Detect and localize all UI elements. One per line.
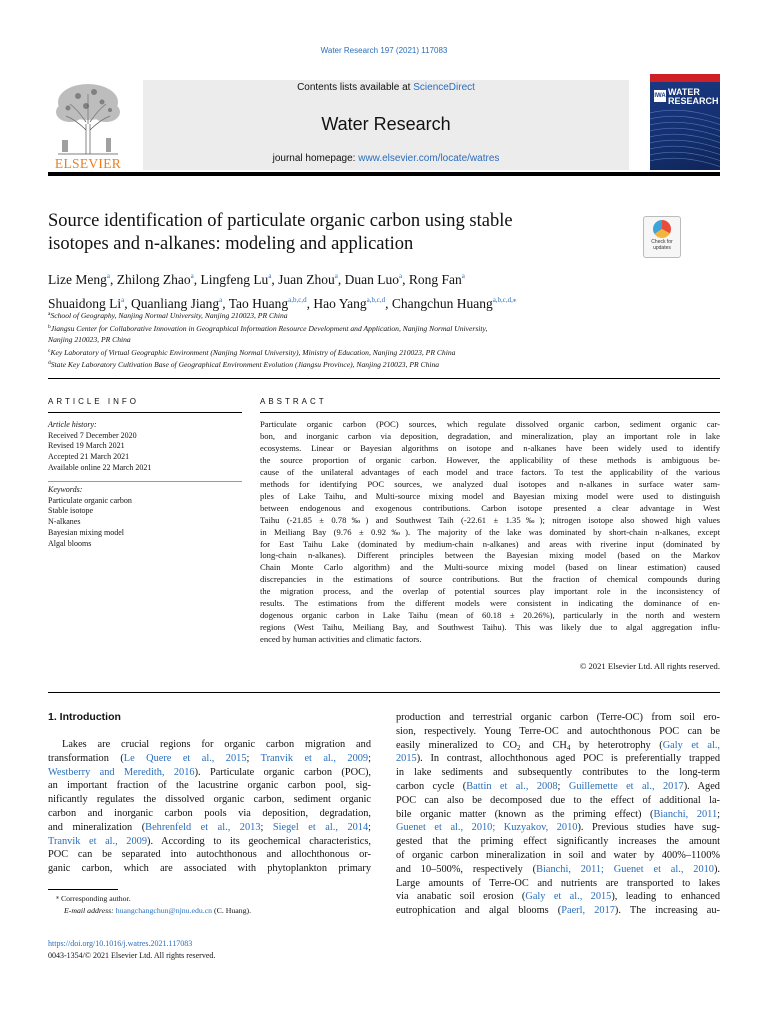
- body-text: ). According to its geochemical characteristics,: [147, 835, 371, 847]
- author-name[interactable]: Quanliang Jiang: [130, 296, 220, 311]
- masthead-rule: [48, 172, 720, 176]
- body-line: [396, 752, 720, 766]
- body-text: and mineralization (: [48, 821, 146, 833]
- body-text: carbon and inorganic carbon pools via deposition, degradation,: [48, 807, 371, 819]
- history-online: Available online 22 March 2021: [48, 462, 152, 472]
- sciencedirect-link[interactable]: ScienceDirect: [413, 82, 475, 93]
- author-affiliation-mark[interactable]: a: [461, 272, 465, 280]
- elsevier-logo[interactable]: [48, 80, 128, 172]
- crossmark-icon: [653, 220, 671, 238]
- author-affiliation-mark[interactable]: a,b,c,d: [366, 296, 386, 304]
- citation-link[interactable]: Behrenfeld et al., 2013: [145, 821, 261, 833]
- affiliation-text: Nanjing 210023, PR China: [48, 335, 131, 345]
- body-text: sion, respectively. Young Terre-OC and autochthonous POC can be: [396, 725, 720, 737]
- body-text: ;: [717, 808, 720, 820]
- author-list: Lize Meng$^a$, Zhilong Zhao$^a$, Lingfeng Lu$^a$, Juan Zhou$^a$, Duan Luo$^a$, Rong Fan$^a$ Shuaidong Li$^a$, Quanliang Jiang$^a$, Tao Huang$^{a,b,c,d}$, Hao Yang$^{a,b,c,d}$, Changchun Huang$^{a,b,c,d,⁎}$: [48, 272, 517, 311]
- article-title: [48, 210, 608, 256]
- body-text: ). In contrast, allochthonous aged POC is preferentially trapped: [416, 753, 720, 765]
- abstract-line: bon, and inorganic carbon via deposition, degradation, and mineralization, play an important role in lake: [260, 430, 720, 441]
- body-line: [48, 766, 371, 780]
- citation-link[interactable]: Guenet et al., 2010; Kuzyakov, 2010: [396, 822, 578, 834]
- email-suffix: (C. Huang).: [212, 905, 252, 915]
- body-text: ). The increasing au-: [614, 905, 720, 917]
- abstract-text: [260, 419, 720, 646]
- author-name[interactable]: Lize Meng: [48, 272, 107, 287]
- body-text: bile organic matter (known as the priming effect) (: [396, 808, 654, 820]
- abstract-rule: [260, 412, 720, 413]
- abstract-heading: ABSTRACT: [260, 397, 327, 406]
- footnote: [48, 893, 368, 916]
- body-text: POC can also be decomposed due to the effect of additional la-: [396, 794, 720, 806]
- homepage-prefix: journal homepage:: [272, 153, 359, 164]
- abstract-line: methods for identifying POC sources, we analyzed dual isotopes and n-alkanes in surface water sam-: [260, 478, 720, 489]
- crossmark-label-2: updates: [653, 245, 671, 251]
- intro-left-column: [48, 738, 371, 876]
- cover-pattern-icon: [650, 74, 720, 170]
- history-revised: Revised 19 March 2021: [48, 441, 125, 451]
- body-line: [48, 752, 371, 766]
- body-text: and 10–500%, respectively (: [396, 863, 537, 875]
- contents-line: [143, 82, 629, 93]
- body-text: nificantly regulates the dissolved organic carbon, sediment organic: [48, 794, 371, 806]
- body-line: [48, 738, 371, 752]
- body-line: [48, 779, 371, 793]
- body-text: via anabatic soil erosion (: [396, 891, 526, 903]
- citation-link[interactable]: Battin et al., 2008: [466, 780, 558, 792]
- body-text: Large amounts of Terre-OC and nutrients are transported to lakes: [396, 877, 720, 889]
- author-affiliation-mark[interactable]: a: [121, 296, 125, 304]
- subscript: 4: [566, 743, 571, 752]
- doi-block: [48, 938, 215, 962]
- author-affiliation-mark[interactable]: a: [190, 272, 194, 280]
- citation-link[interactable]: 2015: [396, 753, 417, 765]
- affiliation-item: [48, 358, 720, 371]
- body-text: ganic carbon, which are associated with phytoplankton primary: [48, 863, 371, 875]
- history-accepted: Accepted 21 March 2021: [48, 452, 130, 462]
- body-line: [396, 794, 720, 808]
- affiliation-mark: b: [48, 323, 51, 330]
- corresponding-author-note: [48, 893, 368, 905]
- author-affiliation-mark[interactable]: a: [268, 272, 272, 280]
- body-text: ;: [557, 780, 569, 792]
- body-line: [396, 835, 720, 849]
- subscript: 2: [517, 743, 521, 752]
- author-affiliation-mark[interactable]: a,b,c,d,⁎: [492, 296, 517, 304]
- body-text: ), leading to enhanced: [611, 891, 721, 903]
- footnote-rule: [48, 889, 118, 890]
- body-text: ).: [713, 863, 721, 875]
- citation-link[interactable]: Galy et al.,: [662, 739, 720, 751]
- affiliation-item: [48, 346, 720, 359]
- affiliation-item: [48, 322, 720, 335]
- body-text: ;: [368, 821, 372, 833]
- body-line: [396, 904, 720, 918]
- keywords-block: [48, 485, 242, 549]
- history-label: Article history:: [48, 420, 97, 429]
- abstract-line: ecosystems. Linear or Bayesian algorithms on isotope and n-alkanes have been widely used to identify: [260, 442, 720, 453]
- citation-link[interactable]: Galy et al., 2015: [525, 891, 612, 903]
- body-line: [396, 821, 720, 835]
- body-text: transformation (: [48, 752, 124, 764]
- body-line: [396, 863, 720, 877]
- journal-name: Water Research: [321, 114, 451, 134]
- body-text: easily mineralized to CO: [396, 739, 517, 751]
- author-name[interactable]: Hao Yang: [313, 296, 367, 311]
- body-line: [396, 849, 720, 863]
- body-line: [396, 711, 720, 725]
- abstract-line: long-chain n-alkanes). Different principles between the Bayesian mixing model (based on the Markov: [260, 550, 720, 561]
- author-name[interactable]: Shuaidong Li: [48, 296, 122, 311]
- intro-right-column: [396, 711, 720, 918]
- citation-link[interactable]: Bianchi, 2011; Guenet et al., 2010: [536, 863, 714, 875]
- abstract-line: the source proportion of organic carbon. However, the applicability of these methods is ambiguous be-: [260, 454, 720, 465]
- body-line: [396, 725, 720, 739]
- body-line: [396, 890, 720, 904]
- body-line: [396, 780, 720, 794]
- body-text: Lakes are crucial regions for organic carbon migration and: [62, 739, 371, 750]
- body-text: and CH: [520, 739, 567, 751]
- affiliation-item: [48, 334, 720, 346]
- body-text: POC can be separated into autochthonous and allochthonous or-: [48, 849, 371, 861]
- keyword-item: Algal blooms: [48, 538, 92, 548]
- abstract-line: dogenous organic carbon in Lake Taihu (mean of 60.18 ± 20.26%), particularly in the north and western: [260, 610, 720, 621]
- corresponding-label: Corresponding author.: [60, 894, 131, 903]
- body-text: ;: [368, 752, 371, 764]
- body-text: an important fraction of the lacustrine organic carbon pool, sig-: [48, 780, 371, 792]
- citation-link[interactable]: Tranvik et al., 2009: [48, 835, 147, 847]
- article-history: [48, 420, 242, 474]
- body-text: in lake sediments and subsequently contributes to the long-term: [396, 767, 720, 779]
- author-name[interactable]: Zhilong Zhao: [116, 272, 191, 287]
- body-text: ). Aged: [683, 780, 720, 792]
- crossmark-label-1: Check for: [651, 239, 673, 245]
- author-affiliation-mark[interactable]: a: [219, 296, 223, 304]
- title-line-1: Source identification of particulate organic carbon using stable: [48, 211, 513, 231]
- citation-link[interactable]: Tranvik et al., 2009: [260, 752, 369, 764]
- abstract-line: Chain Monte Carlo algorithm) and the Multi-source mixing model (based on linear estimation) caused: [260, 562, 720, 573]
- body-line: [48, 848, 371, 862]
- body-line: [396, 766, 720, 780]
- email-note: [64, 905, 368, 917]
- header-rule: [48, 378, 720, 379]
- body-line: [48, 793, 371, 807]
- affiliation-text: State Key Laboratory Cultivation Base of Geographical Environment Evolution (Jiangsu Province), Nanjing 210023, PR China: [50, 360, 440, 370]
- body-line: [396, 739, 720, 753]
- cover-title-line1: WATER: [668, 87, 700, 97]
- body-line: [48, 821, 371, 835]
- keyword-item: N-alkanes: [48, 517, 81, 527]
- check-for-updates-button[interactable]: [643, 216, 681, 258]
- body-text: of organic carbon mineralization in soil and water by 400%–1100%: [396, 849, 720, 861]
- body-text: production and terrestrial organic carbon (Terre-OC) from soil ero-: [396, 712, 720, 723]
- affiliation-item: [48, 309, 720, 322]
- affiliation-mark: a: [48, 311, 51, 317]
- abstract-line: discrepancies in the estimations of source contributions. But the fraction of chemical compounds during: [260, 574, 720, 585]
- abstract-line: in Meiliang Bay (9.76 ± 0.92‰). The majority of the lake was dominated by short-chain n-alkanes, except: [260, 526, 720, 537]
- author-name[interactable]: Juan Zhou: [278, 272, 335, 287]
- elsevier-tree-icon: [48, 80, 128, 156]
- abstract-line: ples of Lake Taihu, and Multi-source mixing model and Bayesian mixing model were used to distinguish: [260, 490, 720, 501]
- email-link[interactable]: huangchangchun@njnu.edu.cn: [115, 905, 213, 915]
- citation-link[interactable]: Bianchi, 2011: [653, 808, 718, 820]
- issn-line: 0043-1354/© 2021 Elsevier Ltd. All rights reserved.: [48, 950, 216, 960]
- affiliation-list: [48, 309, 720, 371]
- article-info-rule: [48, 412, 242, 413]
- abstract-line: results. The estimations from the different models were consistent in indicating the dominance of en-: [260, 598, 720, 609]
- body-text: eutrophication and algal blooms (: [396, 905, 562, 917]
- journal-homepage: [143, 153, 629, 164]
- author-affiliation-mark[interactable]: a: [106, 272, 110, 280]
- abstract-copyright: © 2021 Elsevier Ltd. All rights reserved.: [579, 661, 720, 671]
- homepage-link[interactable]: www.elsevier.com/locate/watres: [358, 153, 500, 164]
- abstract-line: Particulate organic carbon (POC) sources, which regulate dissolved organic carbon, sediment organic car-: [260, 419, 720, 429]
- author-name[interactable]: Duan Luo: [344, 272, 400, 287]
- keywords-rule: [48, 481, 242, 482]
- elsevier-wordmark: ELSEVIER: [54, 156, 122, 171]
- citation-link[interactable]: Paerl, 2017: [561, 905, 615, 917]
- body-text: carbon cycle (: [396, 780, 467, 792]
- keywords-label: Keywords:: [48, 485, 83, 494]
- cover-title-line2: RESEARCH: [668, 96, 719, 106]
- affiliation-mark: c: [48, 347, 51, 354]
- body-text: by heterotrophy (: [570, 739, 663, 751]
- author-name[interactable]: Rong Fan: [408, 272, 462, 287]
- author-affiliation-mark[interactable]: a: [334, 272, 338, 280]
- article-info-heading: ARTICLE INFO: [48, 397, 139, 406]
- abstract-line: the migration process, and the overlap of potential sources play important role in the inconsistency of: [260, 586, 720, 597]
- author-name[interactable]: Lingfeng Lu: [200, 272, 269, 287]
- author-name[interactable]: Changchun Huang: [391, 296, 493, 311]
- body-line: [48, 807, 371, 821]
- body-text: gested that the priming effect significantly increases the amount: [396, 836, 720, 848]
- abstract-line: cause of the unilateral advantages of each model and trace factors. To test the applicability of the various: [260, 466, 720, 477]
- footnote-mark: ⁎: [56, 895, 59, 901]
- body-text: ;: [260, 821, 273, 833]
- body-line: [48, 862, 371, 876]
- citation-link[interactable]: Guillemette et al., 2017: [568, 780, 684, 792]
- citation-link[interactable]: Siegel et al., 2014: [272, 821, 369, 833]
- body-line: [396, 877, 720, 891]
- abstract-line: for East Taihu Lake (dominated by medium-chain n-alkanes) and areas with riverine input (dominated by: [260, 538, 720, 549]
- running-header[interactable]: Water Research 197 (2021) 117083: [320, 46, 448, 55]
- author-affiliation-mark[interactable]: a: [399, 272, 403, 280]
- body-text: ). Previous studies have sug-: [577, 822, 720, 834]
- body-text: ). Particulate organic carbon (POC),: [194, 766, 371, 778]
- affiliation-text: School of Geography, Nanjing Normal University, Nanjing 210023, PR China: [50, 311, 288, 320]
- body-line: [396, 808, 720, 822]
- history-received: Received 7 December 2020: [48, 430, 137, 440]
- author-name[interactable]: Tao Huang: [228, 296, 289, 311]
- abstract-line: regions (West Taihu, Meiliang Bay, and Southwest Taihu). This was likely due to algal aggregation influ-: [260, 622, 720, 633]
- affiliation-mark: d: [48, 360, 51, 367]
- author-affiliation-mark[interactable]: a,b,c,d: [288, 296, 307, 304]
- keyword-item: Stable isotope: [48, 506, 94, 516]
- abstract-line: Taihu (-21.85 ± 0.78‰) and Southwest Taih (-22.61 ± 1.35‰); nitrogen isotope also showed high values: [260, 514, 720, 525]
- keyword-item: Particulate organic carbon: [48, 495, 132, 505]
- journal-cover[interactable]: [650, 74, 720, 170]
- citation-link[interactable]: Westberry and Meredith, 2016: [48, 766, 195, 778]
- body-text: ;: [246, 752, 261, 764]
- contents-prefix: Contents lists available at: [297, 82, 414, 93]
- doi-link[interactable]: https://doi.org/10.1016/j.watres.2021.117083: [48, 939, 193, 948]
- abstract-line: between endogenous and exogenous contributions. Carbon isotope presented a clear advantage in West: [260, 502, 720, 513]
- abstract-end-rule: [48, 692, 720, 693]
- cover-badge: IWA: [654, 90, 666, 102]
- affiliation-text: Key Laboratory of Virtual Geographic Environment (Nanjing Normal University), Ministry of Education, Nanjing 210023, PR China: [50, 347, 456, 357]
- email-label: E-mail address:: [64, 905, 116, 915]
- section-heading-introduction: 1. Introduction: [48, 711, 121, 723]
- keyword-item: Bayesian mixing model: [48, 527, 124, 537]
- title-line-2: isotopes and n-alkanes: modeling and application: [48, 234, 414, 254]
- affiliation-text: Jiangsu Center for Collaborative Innovation in Geographical Information Resource Development and Application, Nanjing Normal University,: [50, 323, 488, 333]
- abstract-line: enced by human activities and climatic factors.: [260, 634, 422, 645]
- body-line: [48, 835, 371, 849]
- citation-link[interactable]: Le Quere et al., 2015: [123, 752, 247, 764]
